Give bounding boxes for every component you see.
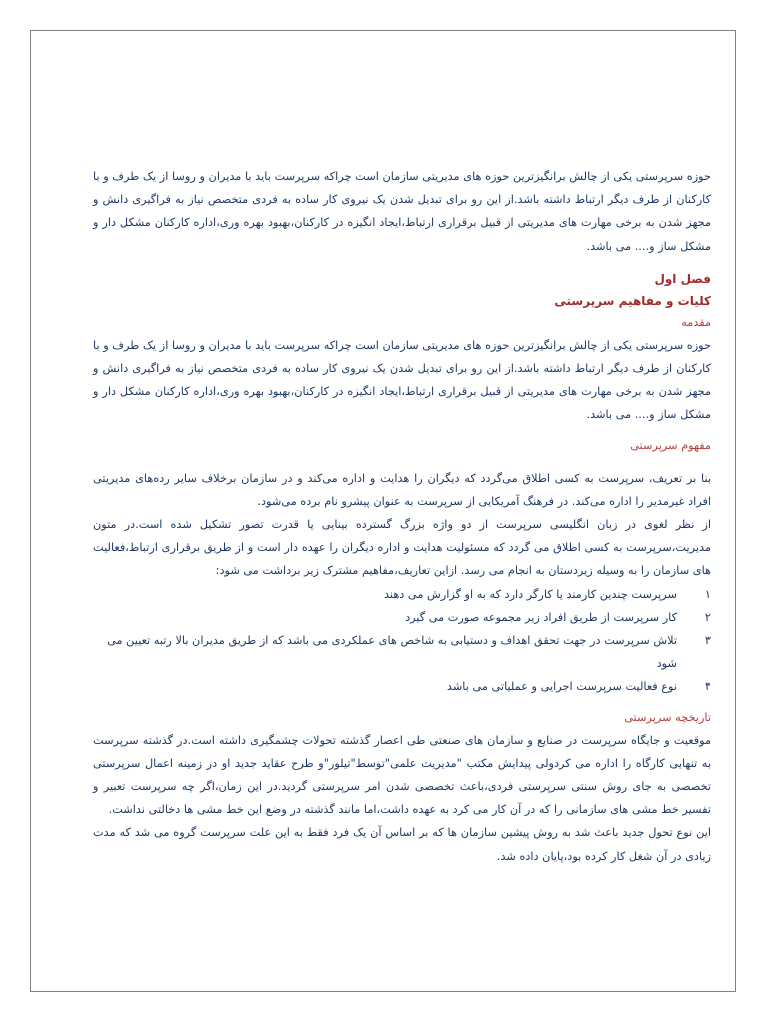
list-item	[93, 629, 711, 675]
document-body	[93, 165, 711, 868]
concept-list	[93, 583, 711, 699]
section-heading-concept: مفهوم سرپرستی	[630, 438, 711, 452]
list-item-number: ۲	[704, 610, 711, 624]
list-item-text: نوع فعالیت سرپرست اجرایی و عملیاتی می باشد	[446, 680, 677, 694]
list-item-text: سرپرست چندین کارمند یا کارگر دارد که به او گزارش می دهند	[383, 587, 677, 601]
list-item-number: ۱	[704, 587, 711, 601]
list-item	[93, 675, 711, 698]
concept-paragraph-2: از نظر لغوی در زبان انگلیسی سرپرست از دو واژه بزرگ گسترده بینایی یا قدرت تصور تشکیل شده است.در متون مدیریت،سرپرست به کسی اطلاق می گردد که مسئولیت هدایت و اداره دیگران را عهده دار است و از طریق برقراری ارتباط،فعالیت های سازمان را به وسیله زیردستان به انجام می رسد. ازاین تعاریف،مفاهیم مشترک زیر برداشت می شود:	[93, 518, 711, 578]
list-item	[93, 583, 711, 606]
history-paragraph-1: موقعیت و جایگاه سرپرست در صنایع و سازمان های صنعتی طی اعصار گذشته تحولات چشمگیری داشته است.در گذشته سرپرست به تنهایی کارگاه را اداره می کردولی پیدایش مکتب "مدیریت علمی"توسط"تیلور"و طرح عقاید جدید او در زمینه اعمال سرپرستی تخصصی به جای روش سنتی سرپرستی فردی،باعث تخصصی شدن امر سرپرستی گردید.در این زمان،اگر چه سرپرست تعبیر و تفسیر خط مشی های سازمانی را که در آن کار می کرد به عهده داشت،اما مانند گذشته در وضع این خط مشی ها دخالتی نداشت.	[93, 733, 711, 817]
history-paragraph-2: این نوع تحول جدید باعث شد به روش پیشین سازمان ها که بر اساس آن یک فرد فقط به این علت سرپرست گروه می شد که مدت زیادی در آن شغل کار کرده بود،پایان داده شد.	[93, 826, 711, 863]
list-item-text: کار سرپرست از طریق افراد زیر مجموعه صورت می گیرد	[405, 610, 677, 624]
list-item-text: تلاش سرپرست در جهت تحقق اهداف و دستیابی به شاخص های عملکردی می باشد که از طریق مدیران بالا رتبه تعیین می شود	[107, 634, 677, 671]
intro-paragraph: حوزه سرپرستی یکی از چالش برانگیزترین حوزه های مدیریتی سازمان است چراکه سرپرست باید با مدیران و روسا از یک طرف و با کارکنان از طرف دیگر ارتباط داشته باشد.از این رو برای تبدیل شدن یک نیروی کار ساده به فردی متخصص نیاز به فراگیری دانش و مجهز شدن به برخی مهارت های مدیریتی از قبیل برقراری ارتباط،ایجاد انگیزه در کارکنان،بهبود بهره وری،اداره کارکنان مشکل دار و مشکل ساز و.... می باشد.	[93, 170, 711, 253]
list-item	[93, 606, 711, 629]
chapter-title: فصل اول	[654, 271, 711, 286]
list-item-number: ۳	[704, 634, 711, 648]
introduction-paragraph: حوزه سرپرستی یکی از چالش برانگیزترین حوزه های مدیریتی سازمان است چراکه سرپرست باید با مدیران و روسا از یک طرف و با کارکنان از طرف دیگر ارتباط داشته باشد.از این رو برای تبدیل شدن یک نیروی کار ساده به فردی متخصص نیاز به فراگیری دانش و مجهز شدن به برخی مهارت های مدیریتی از قبیل برقراری ارتباط،ایجاد انگیزه در کارکنان،بهبود بهره وری،اداره کارکنان مشکل دار و مشکل ساز و.... می باشد.	[93, 338, 711, 422]
section-heading-introduction: مقدمه	[681, 315, 711, 329]
document-page	[30, 30, 736, 992]
chapter-subtitle: کلیات و مفاهیم سرپرستی	[554, 293, 711, 308]
section-heading-history: تاریخچه سرپرستی	[624, 710, 711, 724]
list-item-number: ۴	[704, 680, 711, 694]
concept-paragraph-1: بنا بر تعریف، سرپرست به کسی اطلاق می‌گردد که دیگران را هدایت و اداره می‌کند و در سازمان برخلاف سایر رده‌های مدیریتی افراد غیرمدیر را اداره می‌کند. در فرهنگ آمریکایی از سرپرست به عنوان پیشرو نام برده می‌شود.	[93, 471, 711, 508]
